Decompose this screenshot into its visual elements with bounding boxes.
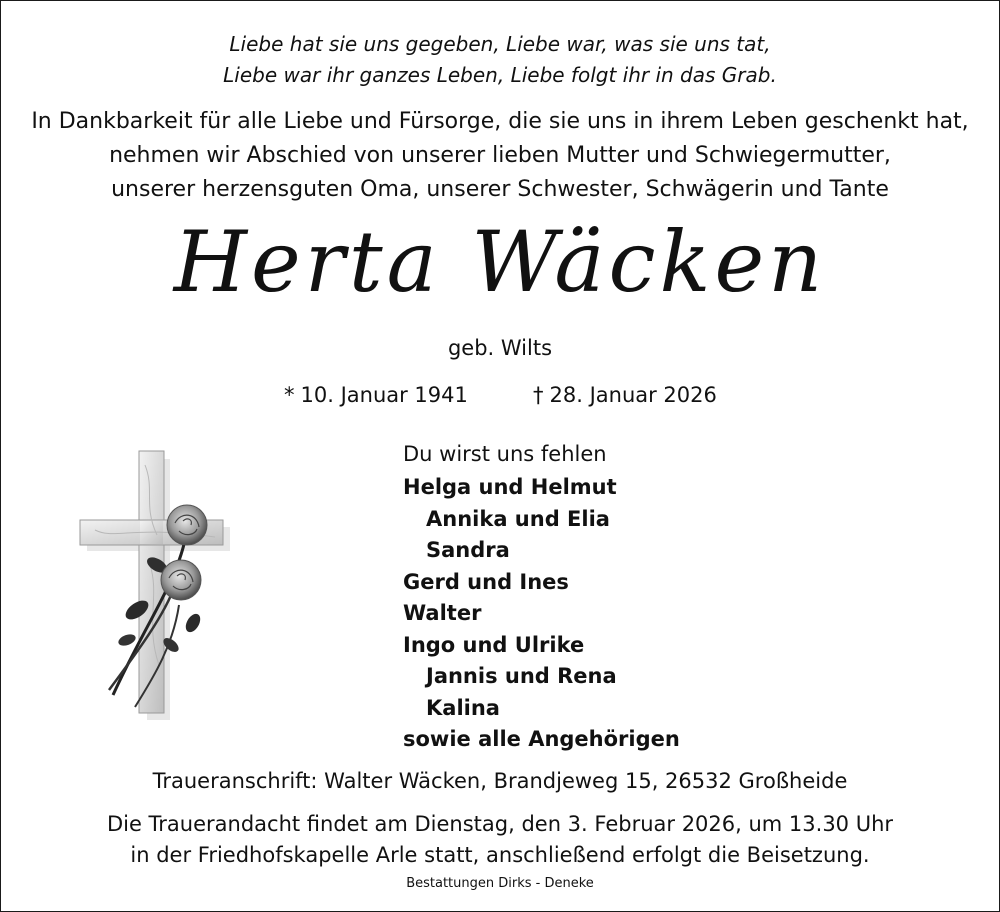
family-member: Kalina [426,695,500,720]
born-date-text: 10. Januar 1941 [300,383,468,407]
family-heading: Du wirst uns fehlen [403,442,607,466]
service-line: in der Friedhofskapelle Arle statt, anschließend erfolgt die Beisetzung. [130,843,870,867]
family-member: Ingo und Ulrike [403,632,585,657]
family-member: sowie alle Angehörigen [403,727,680,751]
motto-verse [0,29,1000,91]
service-info [0,809,1000,871]
family-member: Walter [403,601,482,625]
birth-date [284,381,468,409]
family-member: Gerd und Ines [403,569,569,594]
intro-line: nehmen wir Abschied von unserer lieben Mutter und Schwiegermutter, [109,143,891,168]
service-line: Die Trauerandacht findet am Dienstag, den 3. Februar 2026, um 13.30 Uhr [106,812,894,836]
mourning-address: Traueranschrift: Walter Wäcken, Brandjeweg 15, 26532 Großheide [152,769,848,793]
family-member: Jannis und Rena [426,664,617,688]
motto-line: Liebe war ihr ganzes Leben, Liebe folgt ihr in das Grab. [223,63,777,87]
motto-line: Liebe hat sie uns gegeben, Liebe war, was sie uns tat, [229,32,771,56]
died-date-text: 28. Januar 2026 [549,383,717,407]
cross-with-roses-icon [75,445,230,720]
family-member: Annika und Elia [426,506,610,531]
birth-name: geb. Wilts [447,336,553,360]
family-member: Sandra [426,538,510,562]
intro-text [0,105,1000,207]
family-member: Helga und Helmut [403,475,617,499]
family-list [403,440,680,756]
born-symbol: * [284,383,295,407]
undertaker-name: Bestattungen Dirks - Deneke [406,876,594,891]
deceased-name: Herta Wäcken [173,213,827,311]
died-symbol: † [533,383,544,407]
death-date [533,381,717,409]
intro-line: unserer herzensguten Oma, unserer Schwester, Schwägerin und Tante [111,177,889,202]
intro-line: In Dankbarkeit für alle Liebe und Fürsorge, die sie uns in ihrem Leben geschenkt hat, [31,109,969,134]
